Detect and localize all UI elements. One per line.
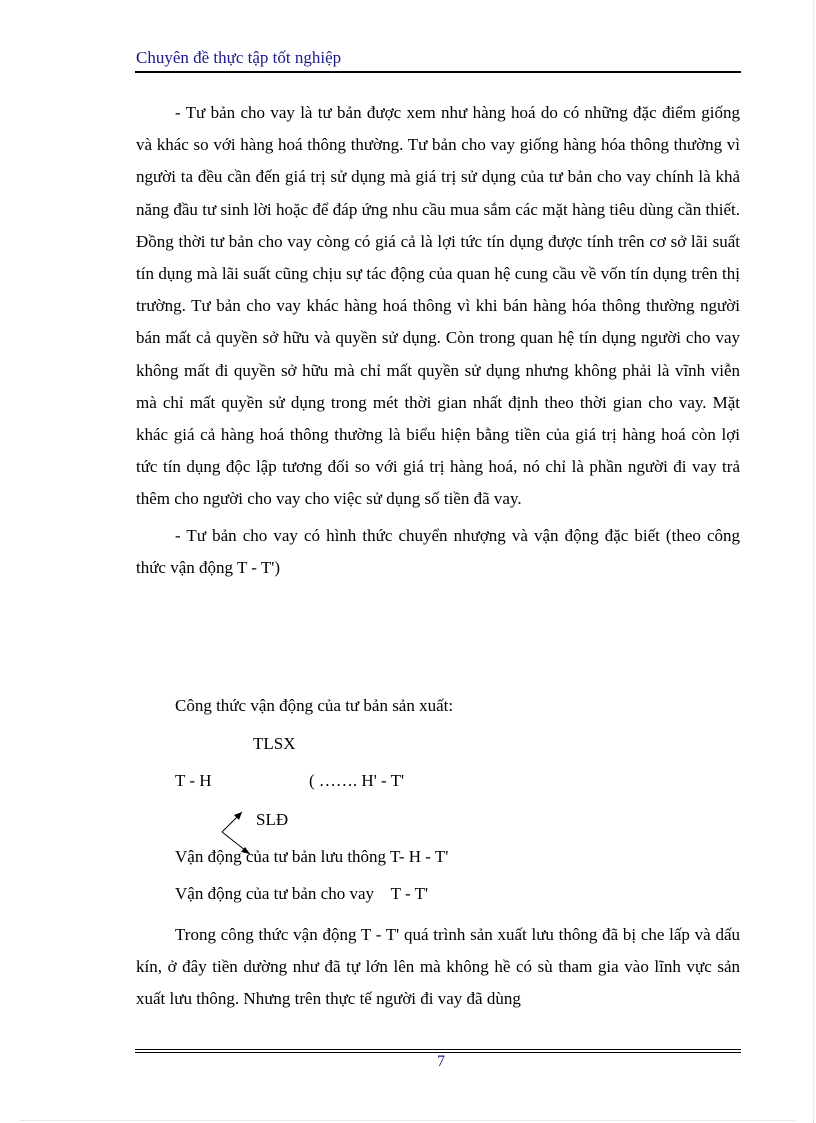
formula-h-t: ( ……. H' - T'	[309, 771, 405, 790]
paragraph-loan-capital-movement: - Tư bản cho vay có hình thức chuyển nhượng và vận động đặc biết (theo công thức vận động T - T')	[136, 525, 740, 577]
page-number: 7	[437, 1053, 445, 1070]
formula-t-h: T - H	[175, 771, 212, 790]
formula-circulation: Vận động của tư bản lưu thông T- H - T'	[175, 847, 449, 866]
header-divider	[135, 71, 741, 73]
paragraph-formula-explanation: Trong công thức vận động T - T' quá trình sản xuất lưu thông đã bị che lấp và dấu kín, ở đây tiền dường như đã tự lớn lên mà không hề có sù tham gia vào lĩnh vực sản xuất lưu thông. Nhưng trên thực tế người đi vay đã dùng	[136, 925, 740, 1009]
formula-loan: Vận động của tư bản cho vay T - T'	[175, 884, 429, 903]
footer-divider-top	[135, 1049, 741, 1050]
document-header-title: Chuyên đề thực tập tốt nghiệp	[136, 48, 342, 67]
closing-body	[136, 919, 740, 1016]
formula-sld: SLĐ	[256, 810, 289, 829]
main-body	[136, 97, 740, 584]
page-edge-bottom	[20, 1120, 796, 1121]
formula-tlsx: TLSX	[253, 734, 296, 753]
page-edge-right	[813, 0, 814, 1123]
paragraph-loan-capital-commodity: - Tư bản cho vay là tư bản được xem như hàng hoá do có những đặc điểm giống và khác so với hàng hoá thông thường. Tư bản cho vay giống hàng hóa thông thường vì người ta đều cần đến giá trị sử dụng mà giá trị sử dụng của tư bản cho vay chính là khả năng đầu tư sinh lời hoặc để đáp ứng nhu cầu mua sắm các mặt hàng tiêu dùng cần thiết. Đồng thời tư bản cho vay còng có giá cả là lợi tức tín dụng được tính trên cơ sở lãi suất tín dụng mà lãi suất cũng chịu sự tác động của quan hệ cung cầu về vốn tín dụng trên thị trường. Tư bản cho vay khác hàng hoá thông vì khi bán hàng hóa thông thường người bán mất cả quyền sở hữu và quyền sử dụng. Còn trong quan hệ tín dụng người cho vay không mất đi quyền sở hữu mà chỉ mất quyền sử dụng nhưng không phải là vĩnh viễn mà chỉ mất quyền sử dụng trong mét thời gian nhất định theo thời gian cho vay. Mặt khác giá cả hàng hoá thông thường là biểu hiện bằng tiền của giá trị hàng hoá còn lợi tức tín dụng độc lập tương đối so với giá trị hàng hoá, nó chỉ là phần người đi vay trả thêm cho người cho vay cho việc sử dụng số tiền đã vay.	[136, 103, 740, 509]
formula-intro: Công thức vận động của tư bản sản xuất:	[175, 696, 454, 715]
